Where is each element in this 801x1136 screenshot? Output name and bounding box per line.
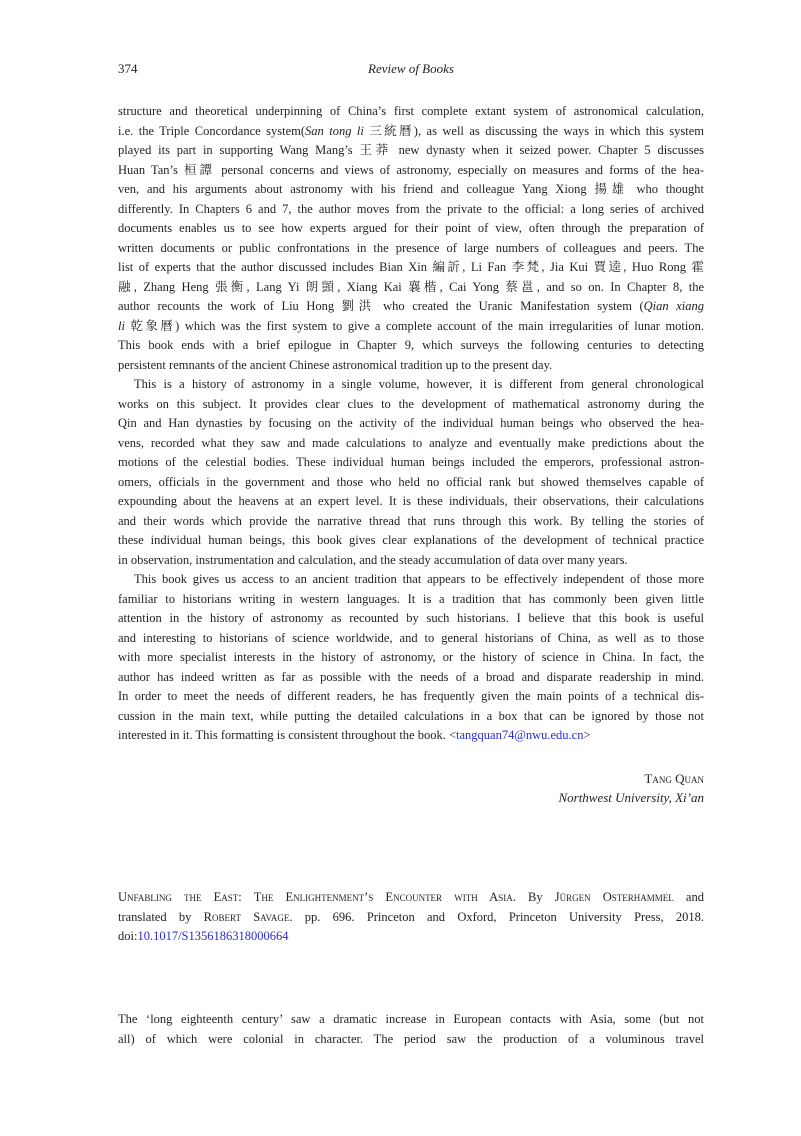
line-text: [118, 1012, 704, 1026]
text-span: and interesting to historians of science worldwide, and to general historians of China, as well as to those: [118, 630, 704, 645]
line-text: [118, 455, 704, 469]
text-line: [118, 590, 704, 610]
text-line: [118, 609, 704, 629]
text-span: structure and theoretical underpinning of China’s first complete extant system of astronomical calculation,: [118, 104, 704, 118]
text-line: [118, 1010, 704, 1030]
text-span: i.e. the Triple Concordance system(: [118, 123, 306, 138]
text-span: in observation, instrumentation and calculation, and the steady accumulation of data over many years.: [118, 552, 628, 567]
line-text: [118, 280, 704, 294]
text-span: Unfabling the East: The Enlightenment’s Encounter with Asia: [118, 890, 513, 904]
text-line: [118, 200, 704, 220]
text-span: ven, and his arguments about astronomy with his friend and colleague Yang Xiong 揚雄 who thought: [118, 182, 704, 196]
line-text: [118, 124, 704, 138]
line-text: [118, 436, 704, 450]
text-line: [118, 927, 704, 947]
text-span: This book gives us access to an ancient tradition that appears to be effectively independent of those more: [134, 572, 704, 586]
line-text: [118, 728, 591, 742]
text-span: >: [583, 728, 591, 742]
text-span: motions of the celestial bodies. These individual human beings included the emperors, professional astron-: [118, 455, 704, 469]
text-span: author has indeed written as far as possible with the needs of a broad and disparate readership in mind.: [118, 669, 704, 684]
text-span: works on this subject. It provides clear clues to the development of mathematical astronomy during the: [118, 396, 704, 411]
text-span: Huan Tan’s 桓譚 personal concerns and views of astronomy, especially on measures and forms of the hea-: [118, 162, 704, 177]
line-text: [118, 709, 704, 723]
text-span: author recounts the work of Liu Hong 劉洪 who created the Uranic Manifestation system (: [118, 299, 644, 313]
text-line: [118, 512, 704, 532]
review-paragraph-3: [118, 570, 704, 746]
text-span: This is a history of astronomy in a single volume, however, it is different from general chronological: [134, 377, 704, 391]
text-line: [118, 141, 704, 161]
reviewer-name: Tang Quan: [644, 771, 704, 786]
text-line: [118, 161, 704, 181]
text-span: expounding about the heavens at an expert level. It is these individuals, their observations, their calculations: [118, 494, 704, 508]
review-paragraph-1: [118, 102, 704, 375]
text-span: with more specialist interests in the history of astronomy, or the history of science in China. In fact, the: [118, 650, 704, 664]
text-span: documents enables us to see how experts argued for their point of view, often through the preparation of: [118, 221, 704, 235]
text-line: [118, 375, 704, 395]
text-span: and: [673, 890, 704, 904]
text-span: 融, Zhang Heng 張衡, Lang Yi 朗顗, Xiang Kai 襄楷, Cai Yong 蔡邕, and so on. In Chapter 8, the: [118, 279, 704, 294]
text-line: [118, 687, 704, 707]
text-span: . By: [512, 890, 555, 904]
line-text: [118, 929, 289, 943]
line-text: [118, 241, 704, 255]
line-text: [118, 553, 628, 567]
text-line: [118, 414, 704, 434]
text-line: [118, 180, 704, 200]
text-span: vens, recorded what they saw and made calculations to analyze and eventually make predictions about the: [118, 435, 704, 450]
text-span: interested in it. This formatting is consistent throughout the book. <: [118, 728, 457, 742]
text-line: [118, 531, 704, 551]
line-text: [118, 890, 704, 904]
text-span: In order to meet the needs of different readers, he has frequently given the main points of a technical dis-: [118, 689, 704, 703]
text-span: 乾象曆) which was the first system to give a complete account of the main irregularities of lunar motion.: [124, 318, 704, 333]
text-span: This book ends with a brief epilogue in Chapter 9, which surveys the following centuries to detecting: [118, 338, 704, 352]
running-head: Review of Books: [368, 61, 454, 76]
text-line: [118, 473, 704, 493]
line-text: [118, 416, 704, 430]
text-span: differently. In Chapters 6 and 7, the author moves from the private to the official: a long series of archived: [118, 201, 704, 216]
text-line: [118, 317, 704, 337]
text-line: [118, 395, 704, 415]
text-line: [118, 336, 704, 356]
text-line: [118, 888, 704, 908]
line-text: [118, 260, 704, 274]
text-line: [118, 258, 704, 278]
text-line: [118, 239, 704, 259]
text-span: omers, officials in the government and those who held no official rank but showed themselves capable of: [118, 474, 704, 489]
text-line: [118, 102, 704, 122]
text-line: [118, 356, 704, 376]
text-span: translated by: [118, 909, 204, 924]
text-line: [118, 297, 704, 317]
text-span: Qin and Han dynasties by focusing on the activity of the individual human beings who observed the hea-: [118, 416, 704, 430]
text-span: played its part in supporting Wang Mang’s 王莽 new dynasty when it seized power. Chapter 5 discusses: [118, 143, 704, 157]
line-text: [118, 650, 704, 664]
line-text: [118, 611, 704, 625]
line-text: [118, 221, 704, 235]
text-line: [118, 278, 704, 298]
text-span: persistent remnants of the ancient Chinese astronomical tradition up to the present day.: [118, 357, 553, 372]
text-line: [118, 707, 704, 727]
text-span: . pp. 696. Princeton and Oxford, Princeton University Press, 2018.: [289, 909, 704, 924]
text-span: Robert Savage: [203, 909, 290, 924]
text-line: [118, 453, 704, 473]
text-line: [118, 551, 704, 571]
book-citation: [118, 888, 704, 947]
text-line: [118, 219, 704, 239]
line-text: [118, 475, 704, 489]
line-text: [118, 143, 704, 157]
text-line: [118, 570, 704, 590]
text-span: written documents or public confrontations in the presence of large numbers of colleagues and peers. The: [118, 240, 704, 255]
line-text: [118, 910, 704, 924]
line-text: [134, 572, 704, 586]
line-text: [118, 202, 704, 216]
text-span: cussion in the main text, while putting the detailed calculations in a box that can be ignored by those not: [118, 708, 704, 723]
text-line: [118, 668, 704, 688]
text-span: Jürgen Osterhammel: [554, 890, 674, 904]
reviewer-affiliation: Northwest University, Xi’an: [558, 790, 704, 805]
text-span: li: [118, 318, 125, 333]
line-text: [118, 104, 704, 118]
line-text: [118, 494, 704, 508]
line-text: [118, 689, 704, 703]
line-text: [118, 299, 704, 313]
line-text: [118, 631, 704, 645]
line-text: [118, 338, 704, 352]
line-text: [118, 358, 552, 372]
text-line: [118, 908, 704, 928]
text-span: San tong li: [305, 123, 364, 138]
line-text: [134, 377, 704, 391]
text-span: The ‘long eighteenth century’ saw a dramatic increase in European contacts with Asia, some (but not: [118, 1012, 704, 1026]
text-span: all) of which were colonial in character. The period saw the production of a voluminous travel: [118, 1031, 704, 1046]
text-line: [118, 122, 704, 142]
text-line: [118, 726, 704, 746]
line-text: [118, 163, 704, 177]
line-text: [118, 592, 704, 606]
text-line: [118, 648, 704, 668]
text-span: doi:: [118, 929, 138, 943]
text-line: [118, 1030, 704, 1050]
text-line: [118, 492, 704, 512]
text-span: Qian xiang: [643, 299, 704, 313]
line-text: [118, 670, 704, 684]
text-span: 三統曆), as well as discussing the ways in which this system: [363, 123, 705, 138]
line-text: [118, 1032, 704, 1046]
review-paragraph-2: [118, 375, 704, 570]
text-span: these individual human beings, this book gives clear explanations of the development of technical practice: [118, 533, 704, 547]
line-text: [118, 182, 704, 196]
text-span: familiar to historians writing in western languages. It is a tradition that has commonly been given little: [118, 591, 704, 606]
review2-paragraph: [118, 1010, 704, 1049]
text-line: [118, 629, 704, 649]
line-text: [118, 533, 704, 547]
line-text: [118, 319, 704, 333]
link[interactable]: 10.1017/S1356186318000664: [137, 929, 289, 943]
text-line: [118, 434, 704, 454]
text-span: and their words which provide the narrative thread that runs through this work. By telling the stories of: [118, 513, 704, 528]
page-number: 374: [118, 61, 138, 76]
line-text: [118, 514, 704, 528]
link[interactable]: tangquan74@nwu.edu.cn: [456, 728, 584, 742]
text-span: attention in the history of astronomy as recounted by such historians. I believe that this book is useful: [118, 611, 704, 625]
line-text: [118, 397, 704, 411]
text-span: list of experts that the author discussed includes Bian Xin 編訢, Li Fan 李梵, Jia Kui 賈逵, Huo Rong 霍: [118, 260, 704, 274]
